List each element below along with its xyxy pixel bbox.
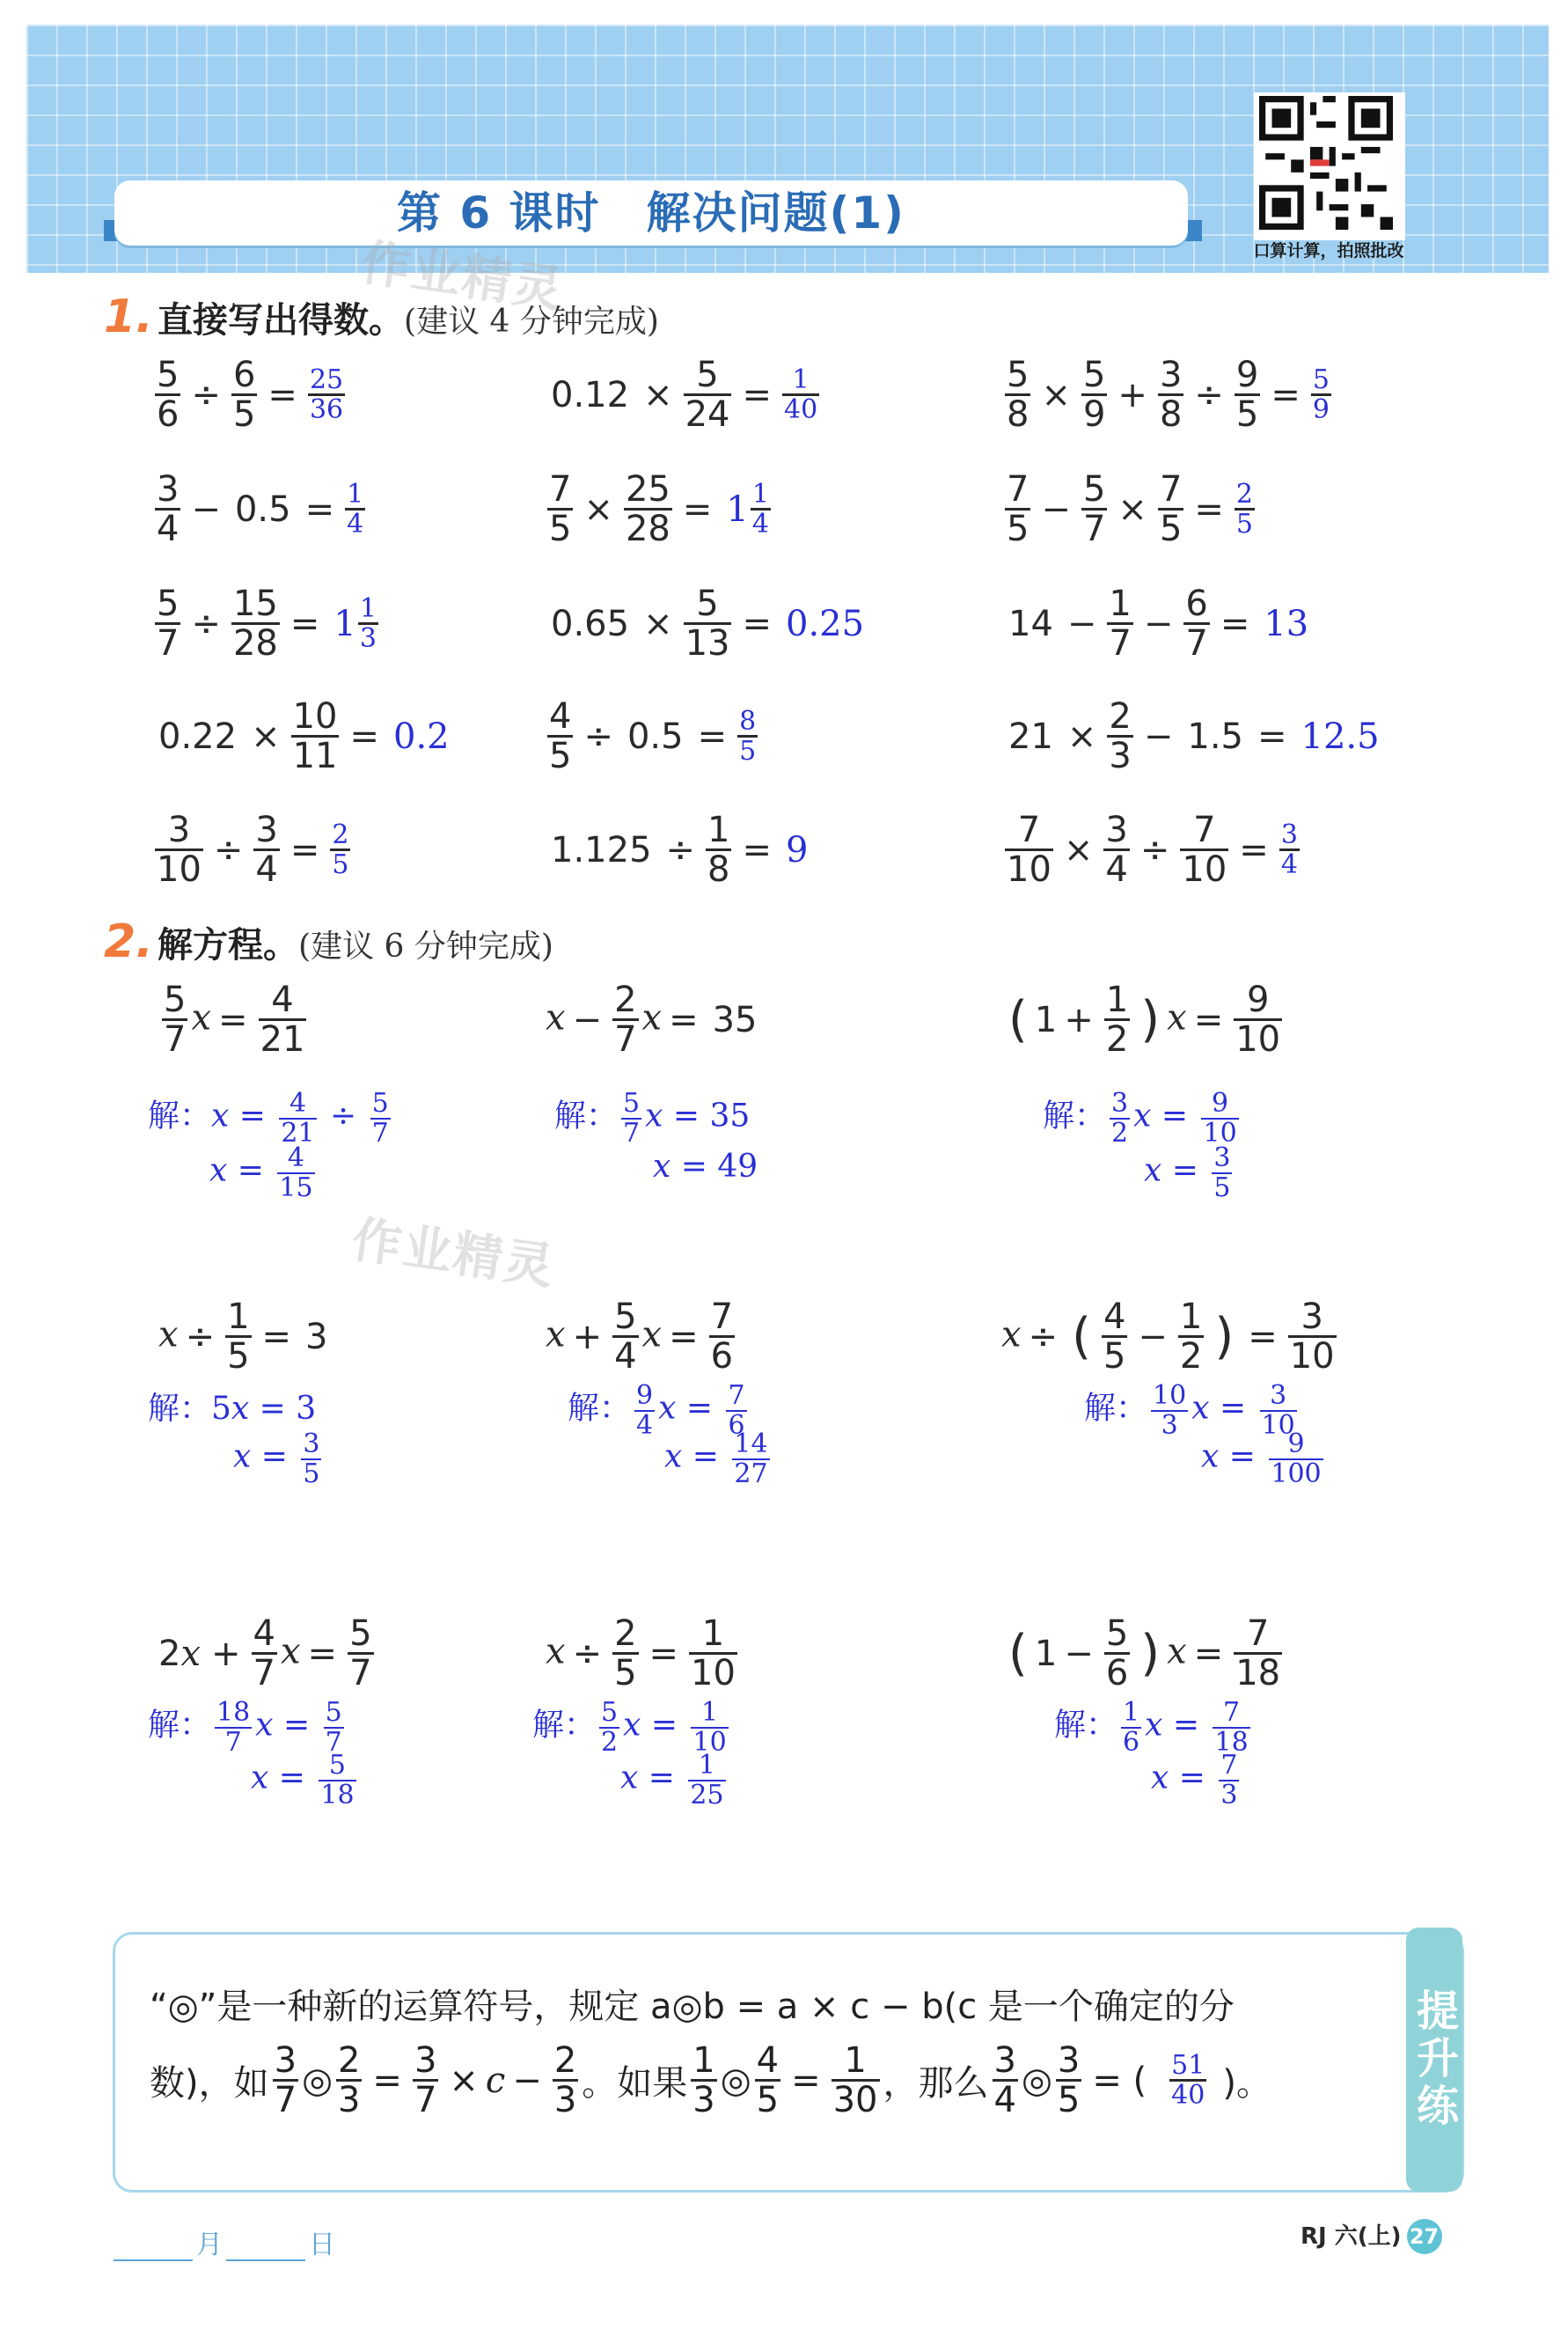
qr-code-icon[interactable] — [1254, 92, 1405, 240]
solution-step: x = $\frac{7}{3}$ — [1151, 1750, 1238, 1811]
extension-line-2: 数)，如 $\frac{3}{7}$ ◎ $\frac{2}{3}$ = $\frac{3}{7}$ × c − $\frac{2}{3}$ 。如果 $\frac{1}{3}$ ◎ $\frac{4}{5}$ = $\frac{1}{30}$ ，那么 $\frac{3}{4}$ ◎ $\frac{3}{5}$ = ( $\frac{51}{40}$ )。 — [150, 2040, 1271, 2120]
extension-line-1: “◎”是一种新的运算符号，规定 a◎b = a × c − b(c 是一个确定的分 — [150, 1987, 1235, 2027]
solution-step: 解： $\frac{1}{6}$ x = $\frac{7}{18}$ — [1054, 1697, 1249, 1758]
question-hint: (建议 4 分钟完成) — [404, 304, 659, 340]
solution-step: 解：x = $\frac{4}{21}$ ÷ $\frac{5}{7}$ — [148, 1088, 389, 1149]
solution-step: x = $\frac{9}{100}$ — [1201, 1429, 1322, 1489]
page-footer — [1301, 2218, 1442, 2254]
equation: $\frac{5}{6}$ ÷ $\frac{6}{5}$ = $\frac{25}{36}$ — [157, 355, 344, 435]
solution-step: x = $\frac{3}{5}$ — [233, 1429, 320, 1489]
solution-step: 解： $\frac{9}{4}$ x = $\frac{7}{6}$ — [568, 1380, 745, 1441]
equation: $\frac{5}{7}$ x = $\frac{4}{21}$ — [164, 980, 305, 1060]
equation: $\frac{4}{5}$ ÷ 0.5 = $\frac{8}{5}$ — [549, 696, 757, 776]
equation: x − $\frac{2}{7}$ x = 35 — [546, 980, 758, 1060]
solution-step: 解： $\frac{18}{7}$ x = $\frac{5}{7}$ — [148, 1697, 342, 1758]
question-number: 2. — [104, 915, 153, 968]
question-text: 直接写出得数。 — [158, 300, 405, 341]
equation: $\frac{7}{5}$ − $\frac{5}{7}$ × $\frac{7}{5}$ = $\frac{2}{5}$ — [1007, 469, 1253, 549]
solution-step: 解： $\frac{10}{3}$ x = $\frac{3}{10}$ — [1084, 1380, 1295, 1441]
equation: x ÷ $\frac{1}{5}$ = 3 — [158, 1297, 328, 1377]
equation: $\frac{5}{7}$ ÷ $\frac{15}{28}$ = 1 $\frac{1}{3}$ — [157, 584, 377, 664]
solution-step: x = 49 — [653, 1149, 758, 1185]
equation: 1.125 ÷ $\frac{1}{8}$ = 9 — [551, 810, 809, 890]
question-hint: (建议 6 分钟完成) — [298, 929, 553, 965]
lesson-title: 第 6 课时 解决问题(1) — [396, 187, 906, 239]
equation: 21 × $\frac{2}{3}$ − 1.5 = 12.5 — [1008, 696, 1380, 776]
solution-step: x = $\frac{3}{5}$ — [1144, 1142, 1231, 1203]
solution-step: x = $\frac{5}{18}$ — [251, 1750, 355, 1811]
equation: 14 − $\frac{1}{7}$ − $\frac{6}{7}$ = 13 — [1008, 584, 1309, 664]
equation: ( 1 + $\frac{1}{2}$ ) x = $\frac{9}{10}$ — [1008, 980, 1281, 1060]
equation: $\frac{3}{4}$ − 0.5 = $\frac{1}{4}$ — [157, 469, 364, 549]
equation: $\frac{5}{8}$ × $\frac{5}{9}$ + $\frac{3}{8}$ ÷ $\frac{9}{5}$ = $\frac{5}{9}$ — [1007, 355, 1330, 435]
watermark: 作业精灵 — [356, 234, 568, 320]
solution-step: 解：5x = 3 — [148, 1391, 317, 1427]
equation: $\frac{3}{10}$ ÷ $\frac{3}{4}$ = $\frac{2}{5}$ — [157, 810, 349, 890]
equation: x + $\frac{5}{4}$ x = $\frac{7}{6}$ — [546, 1297, 734, 1377]
solution-step: x = $\frac{1}{25}$ — [620, 1750, 724, 1811]
question-1-header — [104, 290, 659, 343]
date-fill-in[interactable]: 月 日 — [110, 2222, 335, 2261]
extension-answer: $\frac{51}{40}$ — [1171, 2049, 1205, 2111]
equation: 0.22 × $\frac{10}{11}$ = 0.2 — [158, 696, 450, 776]
watermark: 作业精灵 — [348, 1211, 559, 1297]
equation: ( 1 − $\frac{5}{6}$ ) x = $\frac{7}{18}$ — [1008, 1613, 1281, 1693]
equation: 2x + $\frac{4}{7}$ x = $\frac{5}{7}$ — [158, 1613, 372, 1693]
equation: $\frac{7}{5}$ × $\frac{25}{28}$ = 1 $\frac{1}{4}$ — [549, 469, 769, 549]
solution-step: 解： $\frac{5}{7}$ x = 35 — [554, 1088, 751, 1149]
equation: $\frac{7}{10}$ × $\frac{3}{4}$ ÷ $\frac{7}{10}$ = $\frac{3}{4}$ — [1007, 810, 1298, 890]
extension-tag: 提升练 — [1406, 1928, 1462, 2192]
solution-step: x = $\frac{4}{15}$ — [209, 1142, 313, 1203]
equation: 0.12 × $\frac{5}{24}$ = $\frac{1}{40}$ — [551, 355, 818, 435]
question-text: 解方程。 — [158, 925, 299, 966]
equation: x ÷ $\frac{2}{5}$ = $\frac{1}{10}$ — [546, 1613, 736, 1693]
question-2-header — [104, 915, 553, 968]
page-number: 27 — [1407, 2219, 1442, 2254]
equation: x ÷ ( $\frac{4}{5}$ − $\frac{1}{2}$ ) = $\frac{3}{10}$ — [1001, 1297, 1335, 1377]
question-number: 1. — [104, 290, 153, 343]
solution-step: 解： $\frac{3}{2}$ x = $\frac{9}{10}$ — [1043, 1088, 1237, 1149]
solution-step: x = $\frac{14}{27}$ — [664, 1429, 768, 1489]
book-label: RJ 六(上) — [1301, 2223, 1402, 2250]
equation: 0.65 × $\frac{5}{13}$ = 0.25 — [551, 584, 865, 664]
qr-caption: 口算计算，拍照批改 — [1253, 241, 1404, 261]
solution-step: 解： $\frac{5}{2}$ x = $\frac{1}{10}$ — [532, 1697, 727, 1758]
